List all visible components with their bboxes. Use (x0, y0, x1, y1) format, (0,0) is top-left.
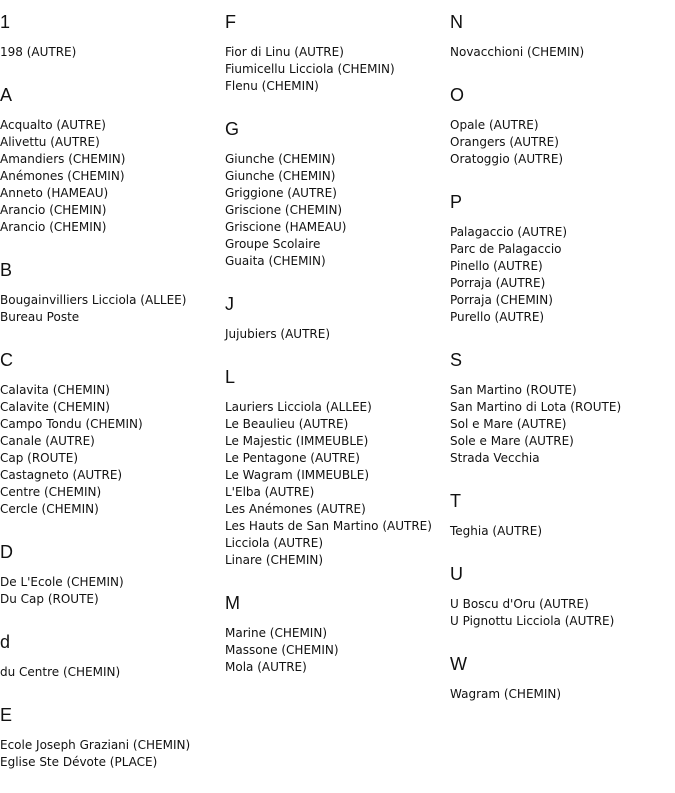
list-item (225, 168, 450, 185)
street-list (0, 382, 225, 518)
street-link[interactable]: L'Elba (AUTRE) (225, 485, 315, 499)
street-link[interactable]: Le Wagram (IMMEUBLE) (225, 468, 370, 482)
letter-heading: O (450, 85, 465, 105)
street-link[interactable]: Acqualto (AUTRE) (0, 118, 106, 132)
list-item (0, 574, 225, 591)
list-item (0, 219, 225, 236)
letter-heading: T (450, 491, 461, 511)
street-link[interactable]: Novacchioni (CHEMIN) (450, 45, 585, 59)
letter-heading: D (0, 542, 13, 562)
letter-section (450, 652, 675, 703)
street-link[interactable]: Griscione (HAMEAU) (225, 220, 347, 234)
letter-heading: E (0, 705, 13, 725)
index-column-1 (0, 10, 225, 793)
list-item (450, 613, 675, 630)
list-item (0, 134, 225, 151)
street-link[interactable]: du Centre (CHEMIN) (0, 665, 121, 679)
list-item (225, 501, 450, 518)
street-link[interactable]: Canale (AUTRE) (0, 434, 95, 448)
list-item (225, 659, 450, 676)
list-item (225, 450, 450, 467)
street-link[interactable]: Teghia (AUTRE) (450, 524, 543, 538)
street-list (0, 117, 225, 236)
letter-section (450, 562, 675, 630)
list-item (225, 151, 450, 168)
letter-heading: B (0, 260, 13, 280)
list-item (450, 382, 675, 399)
street-link[interactable]: Massone (CHEMIN) (225, 643, 339, 657)
street-link[interactable]: De L'Ecole (CHEMIN) (0, 575, 124, 589)
list-item (225, 219, 450, 236)
list-item (0, 450, 225, 467)
list-item (450, 450, 675, 467)
letter-section (0, 258, 225, 326)
street-link[interactable]: San Martino di Lota (ROUTE) (450, 400, 622, 414)
street-link[interactable]: Mola (AUTRE) (225, 660, 307, 674)
street-link[interactable]: Du Cap (ROUTE) (0, 592, 99, 606)
street-list (450, 117, 675, 168)
list-item (225, 433, 450, 450)
street-link[interactable]: Fiumicellu Licciola (CHEMIN) (225, 62, 395, 76)
list-item (450, 433, 675, 450)
street-link[interactable]: Alivettu (AUTRE) (0, 135, 100, 149)
street-link[interactable]: Anémones (CHEMIN) (0, 169, 125, 183)
list-item (0, 467, 225, 484)
street-link[interactable]: Les Anémones (AUTRE) (225, 502, 366, 516)
street-link[interactable]: Fior di Linu (AUTRE) (225, 45, 344, 59)
letter-section (225, 10, 450, 95)
letter-heading: W (450, 654, 467, 674)
street-link[interactable]: Parc de Palagaccio (450, 242, 562, 256)
list-item (0, 754, 225, 771)
street-link[interactable]: Anneto (HAMEAU) (0, 186, 109, 200)
street-list (0, 574, 225, 608)
street-link[interactable]: Palagaccio (AUTRE) (450, 225, 567, 239)
street-link[interactable]: U Pignottu Licciola (AUTRE) (450, 614, 615, 628)
letter-heading: L (225, 367, 236, 387)
list-item (0, 168, 225, 185)
list-item (225, 518, 450, 535)
street-list (225, 44, 450, 95)
street-link[interactable]: Le Majestic (IMMEUBLE) (225, 434, 369, 448)
letter-section (450, 348, 675, 467)
letter-heading: N (450, 12, 463, 32)
list-item (450, 258, 675, 275)
letter-heading: M (225, 593, 240, 613)
list-item (225, 467, 450, 484)
list-item (450, 292, 675, 309)
list-item (450, 416, 675, 433)
list-item (225, 185, 450, 202)
list-item (0, 664, 225, 681)
list-item (450, 241, 675, 258)
street-list (450, 686, 675, 703)
street-link[interactable]: Porraja (AUTRE) (450, 276, 546, 290)
letter-section (450, 190, 675, 326)
list-item (0, 484, 225, 501)
list-item (450, 134, 675, 151)
street-link[interactable]: Le Pentagone (AUTRE) (225, 451, 360, 465)
list-item (450, 224, 675, 241)
letter-section (225, 591, 450, 676)
list-item (0, 151, 225, 168)
list-item (450, 44, 675, 61)
street-list (0, 292, 225, 326)
list-item (450, 523, 675, 540)
letter-heading: S (450, 350, 463, 370)
street-list (0, 664, 225, 681)
street-list (450, 224, 675, 326)
letter-section (0, 348, 225, 518)
street-list (0, 737, 225, 771)
street-link[interactable]: San Martino (ROUTE) (450, 383, 577, 397)
list-item (0, 44, 225, 61)
list-item (450, 596, 675, 613)
list-item (0, 202, 225, 219)
street-link[interactable]: Linare (CHEMIN) (225, 553, 324, 567)
list-item (0, 399, 225, 416)
street-link[interactable]: Strada Vecchia (450, 451, 540, 465)
street-link[interactable]: Amandiers (CHEMIN) (0, 152, 126, 166)
street-link[interactable]: Groupe Scolaire (225, 237, 321, 251)
letter-section (450, 489, 675, 540)
street-list (0, 44, 225, 61)
street-link[interactable]: Les Hauts de San Martino (AUTRE) (225, 519, 432, 533)
street-link[interactable]: Cap (ROUTE) (0, 451, 79, 465)
list-item (225, 484, 450, 501)
street-link[interactable]: Oratoggio (AUTRE) (450, 152, 564, 166)
list-item (225, 78, 450, 95)
list-item (0, 433, 225, 450)
street-link[interactable]: Wagram (CHEMIN) (450, 687, 562, 701)
street-link[interactable]: Marine (CHEMIN) (225, 626, 327, 640)
street-link[interactable]: Sol e Mare (AUTRE) (450, 417, 567, 431)
street-link[interactable]: Campo Tondu (CHEMIN) (0, 417, 143, 431)
street-list (225, 399, 450, 569)
letter-heading: 1 (0, 12, 11, 32)
letter-section (225, 292, 450, 343)
street-list (450, 382, 675, 467)
street-link[interactable]: Arancio (CHEMIN) (0, 203, 107, 217)
letter-section (450, 83, 675, 168)
letter-heading: A (0, 85, 13, 105)
list-item (0, 501, 225, 518)
street-link[interactable]: Giunche (CHEMIN) (225, 169, 336, 183)
list-item (225, 535, 450, 552)
street-link[interactable]: Ecole Joseph Graziani (CHEMIN) (0, 738, 191, 752)
street-link[interactable]: Griggione (AUTRE) (225, 186, 337, 200)
street-link[interactable]: Giunche (CHEMIN) (225, 152, 336, 166)
list-item (0, 416, 225, 433)
street-list (225, 326, 450, 343)
index-column-3 (450, 10, 675, 725)
letter-heading: G (225, 119, 240, 139)
list-item (225, 44, 450, 61)
list-item (0, 185, 225, 202)
street-link[interactable]: Centre (CHEMIN) (0, 485, 102, 499)
letter-section (0, 540, 225, 608)
list-item (225, 253, 450, 270)
street-list (450, 523, 675, 540)
letter-section (0, 10, 225, 61)
letter-section (450, 10, 675, 61)
street-link[interactable]: Porraja (CHEMIN) (450, 293, 553, 307)
street-link[interactable]: Eglise Ste Dévote (PLACE) (0, 755, 158, 769)
list-item (450, 309, 675, 326)
street-list (225, 625, 450, 676)
street-link[interactable]: Calavita (CHEMIN) (0, 383, 110, 397)
street-link[interactable]: Sole e Mare (AUTRE) (450, 434, 574, 448)
list-item (225, 202, 450, 219)
street-link[interactable]: Jujubiers (AUTRE) (225, 327, 331, 341)
letter-heading: U (450, 564, 463, 584)
list-item (0, 292, 225, 309)
list-item (450, 151, 675, 168)
street-list (450, 596, 675, 630)
list-item (450, 275, 675, 292)
list-item (225, 625, 450, 642)
list-item (0, 737, 225, 754)
letter-section (0, 630, 225, 681)
list-item (225, 236, 450, 253)
list-item (0, 309, 225, 326)
street-link[interactable]: Opale (AUTRE) (450, 118, 539, 132)
street-link[interactable]: Licciola (AUTRE) (225, 536, 323, 550)
street-link[interactable]: Castagneto (AUTRE) (0, 468, 123, 482)
street-link[interactable]: Calavite (CHEMIN) (0, 400, 110, 414)
list-item (225, 416, 450, 433)
letter-heading: F (225, 12, 236, 32)
list-item (225, 642, 450, 659)
street-link[interactable]: 198 (AUTRE) (0, 45, 77, 59)
street-link[interactable]: Purello (AUTRE) (450, 310, 545, 324)
street-link[interactable]: Bureau Poste (0, 310, 80, 324)
letter-section (0, 703, 225, 771)
letter-heading: J (225, 294, 234, 314)
street-link[interactable]: Cercle (CHEMIN) (0, 502, 99, 516)
street-link[interactable]: Flenu (CHEMIN) (225, 79, 319, 93)
street-list (225, 151, 450, 270)
list-item (450, 117, 675, 134)
street-list (450, 44, 675, 61)
list-item (450, 399, 675, 416)
list-item (225, 326, 450, 343)
street-link[interactable]: Orangers (AUTRE) (450, 135, 559, 149)
street-link[interactable]: Guaita (CHEMIN) (225, 254, 326, 268)
letter-section (225, 365, 450, 569)
street-link[interactable]: Lauriers Licciola (ALLEE) (225, 400, 372, 414)
street-link[interactable]: Arancio (CHEMIN) (0, 220, 107, 234)
street-link[interactable]: U Boscu d'Oru (AUTRE) (450, 597, 589, 611)
street-link[interactable]: Le Beaulieu (AUTRE) (225, 417, 349, 431)
letter-heading: P (450, 192, 463, 212)
street-link[interactable]: Bougainvilliers Licciola (ALLEE) (0, 293, 187, 307)
letter-heading: C (0, 350, 13, 370)
list-item (225, 552, 450, 569)
list-item (450, 686, 675, 703)
street-link[interactable]: Griscione (CHEMIN) (225, 203, 343, 217)
index-column-2 (225, 10, 450, 698)
letter-section (225, 117, 450, 270)
list-item (225, 399, 450, 416)
list-item (0, 382, 225, 399)
list-item (0, 591, 225, 608)
list-item (0, 117, 225, 134)
letter-heading: d (0, 632, 11, 652)
letter-section (0, 83, 225, 236)
list-item (225, 61, 450, 78)
street-link[interactable]: Pinello (AUTRE) (450, 259, 543, 273)
